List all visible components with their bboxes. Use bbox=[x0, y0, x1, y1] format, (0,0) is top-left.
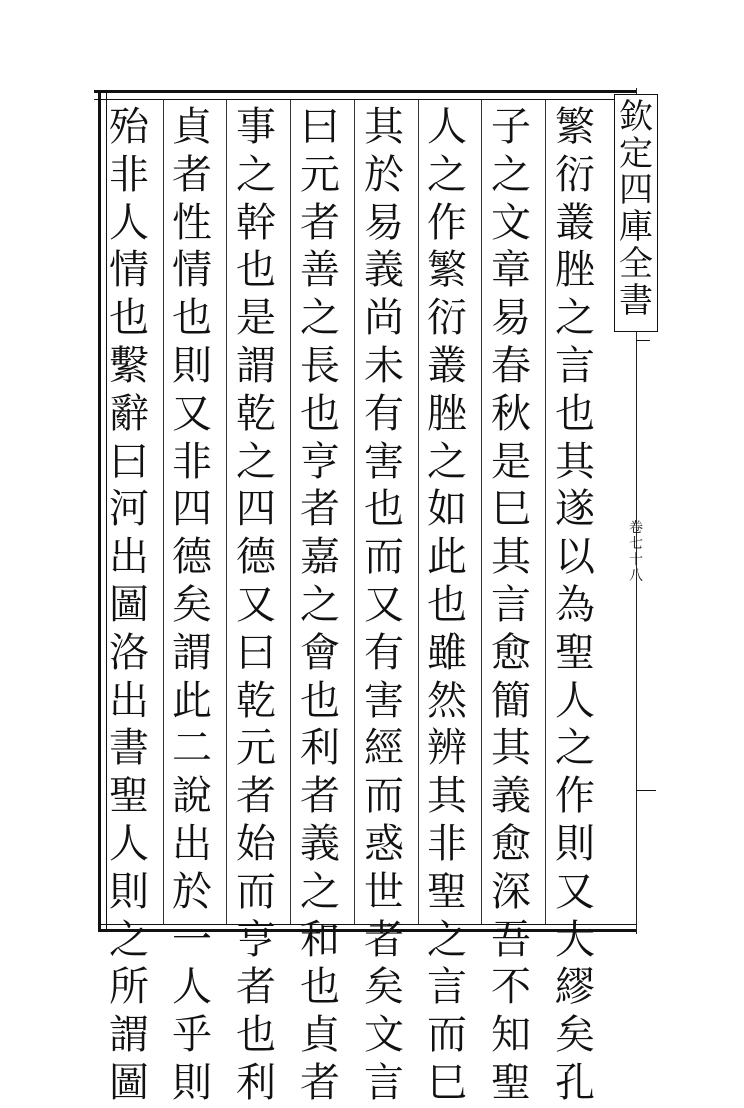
glyph: 之 bbox=[300, 295, 340, 342]
glyph: 和 bbox=[300, 916, 340, 963]
glyph: 所 bbox=[109, 964, 149, 1011]
frame-top-border bbox=[94, 90, 636, 100]
frame-left-border bbox=[98, 90, 107, 932]
glyph: 而 bbox=[236, 868, 276, 915]
glyph: 秋 bbox=[491, 390, 531, 437]
glyph: 簡 bbox=[491, 677, 531, 724]
glyph: 書 bbox=[619, 280, 653, 321]
glyph: 巳 bbox=[491, 486, 531, 533]
glyph: 言 bbox=[364, 1059, 404, 1106]
glyph: 利 bbox=[236, 1059, 276, 1106]
glyph: 世 bbox=[364, 868, 404, 915]
glyph: 遂 bbox=[555, 486, 595, 533]
glyph: 則 bbox=[172, 342, 212, 389]
glyph: 巳 bbox=[427, 1059, 467, 1106]
book-title-box bbox=[614, 94, 658, 332]
glyph: 害 bbox=[364, 438, 404, 485]
glyph: 是 bbox=[491, 438, 531, 485]
glyph: 義 bbox=[364, 247, 404, 294]
glyph: 一 bbox=[172, 916, 212, 963]
text-column-8 bbox=[107, 104, 151, 1108]
glyph: 會 bbox=[300, 629, 340, 676]
glyph: 繁 bbox=[427, 247, 467, 294]
glyph: 之 bbox=[555, 725, 595, 772]
glyph: 非 bbox=[109, 151, 149, 198]
glyph: 事 bbox=[236, 104, 276, 150]
glyph: 脞 bbox=[427, 390, 467, 437]
glyph: 脞 bbox=[555, 247, 595, 294]
glyph: 是 bbox=[236, 295, 276, 342]
glyph: 文 bbox=[491, 199, 531, 246]
glyph: 嘉 bbox=[300, 534, 340, 581]
glyph: 也 bbox=[555, 390, 595, 437]
glyph: 聖 bbox=[491, 1059, 531, 1106]
glyph: 辭 bbox=[109, 390, 149, 437]
text-column-3 bbox=[425, 104, 469, 1108]
glyph: 易 bbox=[491, 295, 531, 342]
glyph: 也 bbox=[109, 295, 149, 342]
glyph: 則 bbox=[109, 868, 149, 915]
column-divider bbox=[226, 100, 227, 924]
page-gutter bbox=[612, 88, 658, 934]
glyph: 七 bbox=[629, 536, 643, 552]
glyph: 大 bbox=[555, 916, 595, 963]
glyph: 春 bbox=[491, 342, 531, 389]
glyph: 繁 bbox=[555, 104, 595, 150]
glyph: 尚 bbox=[364, 295, 404, 342]
glyph: 有 bbox=[364, 390, 404, 437]
glyph: 也 bbox=[364, 486, 404, 533]
glyph: 又 bbox=[555, 868, 595, 915]
glyph: 矣 bbox=[555, 1012, 595, 1059]
glyph: 不 bbox=[491, 964, 531, 1011]
glyph: 情 bbox=[109, 247, 149, 294]
glyph: 也 bbox=[300, 677, 340, 724]
glyph: 亨 bbox=[236, 916, 276, 963]
glyph: 元 bbox=[236, 725, 276, 772]
glyph: 則 bbox=[172, 1059, 212, 1106]
text-column-2 bbox=[489, 104, 533, 1108]
glyph: 情 bbox=[172, 247, 212, 294]
glyph: 叢 bbox=[427, 342, 467, 389]
glyph: 之 bbox=[236, 438, 276, 485]
glyph: 聖 bbox=[427, 868, 467, 915]
glyph: 也 bbox=[300, 390, 340, 437]
glyph: 洛 bbox=[109, 629, 149, 676]
glyph: 深 bbox=[491, 868, 531, 915]
glyph: 者 bbox=[172, 151, 212, 198]
glyph: 庫 bbox=[619, 207, 653, 248]
juan-label bbox=[622, 520, 650, 584]
glyph: 其 bbox=[491, 534, 531, 581]
glyph: 衍 bbox=[555, 151, 595, 198]
glyph: 衍 bbox=[427, 295, 467, 342]
glyph: 者 bbox=[236, 773, 276, 820]
glyph: 以 bbox=[555, 534, 595, 581]
glyph: 而 bbox=[364, 773, 404, 820]
glyph: 繆 bbox=[555, 964, 595, 1011]
glyph: 出 bbox=[172, 820, 212, 867]
glyph: 辨 bbox=[427, 725, 467, 772]
glyph: 之 bbox=[555, 295, 595, 342]
glyph: 之 bbox=[300, 868, 340, 915]
glyph: 謂 bbox=[109, 1012, 149, 1059]
glyph: 性 bbox=[172, 199, 212, 246]
glyph: 二 bbox=[172, 725, 212, 772]
glyph: 也 bbox=[300, 964, 340, 1011]
glyph: 叢 bbox=[555, 199, 595, 246]
glyph: 者 bbox=[300, 486, 340, 533]
glyph: 非 bbox=[172, 438, 212, 485]
glyph: 有 bbox=[364, 629, 404, 676]
glyph: 乾 bbox=[236, 677, 276, 724]
glyph: 者 bbox=[300, 1059, 340, 1106]
glyph: 河 bbox=[109, 486, 149, 533]
glyph: 全 bbox=[619, 243, 653, 284]
glyph: 此 bbox=[172, 677, 212, 724]
text-column-4 bbox=[362, 104, 406, 1108]
glyph: 之 bbox=[427, 151, 467, 198]
glyph: 言 bbox=[491, 581, 531, 628]
glyph: 謂 bbox=[172, 629, 212, 676]
glyph: 人 bbox=[109, 820, 149, 867]
glyph: 知 bbox=[491, 1012, 531, 1059]
glyph: 矣 bbox=[364, 964, 404, 1011]
glyph: 然 bbox=[427, 677, 467, 724]
glyph: 作 bbox=[427, 199, 467, 246]
glyph: 之 bbox=[427, 916, 467, 963]
glyph: 聖 bbox=[109, 773, 149, 820]
glyph: 惑 bbox=[364, 820, 404, 867]
glyph: 義 bbox=[491, 773, 531, 820]
glyph: 此 bbox=[427, 534, 467, 581]
book-title bbox=[619, 99, 653, 319]
glyph: 始 bbox=[236, 820, 276, 867]
glyph: 其 bbox=[491, 725, 531, 772]
glyph: 貞 bbox=[300, 1012, 340, 1059]
glyph: 於 bbox=[364, 151, 404, 198]
glyph: 而 bbox=[364, 534, 404, 581]
column-divider bbox=[163, 100, 164, 924]
glyph: 圖 bbox=[109, 581, 149, 628]
glyph: 殆 bbox=[109, 104, 149, 150]
glyph: 出 bbox=[109, 534, 149, 581]
glyph: 曰 bbox=[236, 629, 276, 676]
glyph: 言 bbox=[427, 964, 467, 1011]
glyph: 四 bbox=[172, 486, 212, 533]
column-divider bbox=[418, 100, 419, 924]
glyph: 也 bbox=[236, 1012, 276, 1059]
glyph: 如 bbox=[427, 486, 467, 533]
glyph: 元 bbox=[300, 151, 340, 198]
glyph: 之 bbox=[300, 581, 340, 628]
glyph: 乎 bbox=[172, 1012, 212, 1059]
glyph: 曰 bbox=[300, 104, 340, 150]
glyph: 子 bbox=[491, 104, 531, 150]
glyph: 長 bbox=[300, 342, 340, 389]
glyph: 者 bbox=[300, 773, 340, 820]
glyph: 書 bbox=[109, 725, 149, 772]
glyph: 說 bbox=[172, 773, 212, 820]
column-divider bbox=[290, 100, 291, 924]
glyph: 定 bbox=[619, 133, 653, 174]
glyph: 則 bbox=[555, 820, 595, 867]
glyph: 聖 bbox=[555, 629, 595, 676]
glyph: 欽 bbox=[619, 97, 653, 137]
glyph: 者 bbox=[236, 964, 276, 1011]
text-column-5 bbox=[298, 104, 342, 1108]
glyph: 之 bbox=[109, 916, 149, 963]
glyph: 人 bbox=[427, 104, 467, 150]
glyph: 人 bbox=[555, 677, 595, 724]
glyph: 之 bbox=[491, 151, 531, 198]
glyph: 乾 bbox=[236, 390, 276, 437]
glyph: 又 bbox=[364, 581, 404, 628]
glyph: 幹 bbox=[236, 199, 276, 246]
text-column-7 bbox=[170, 104, 214, 1108]
glyph: 也 bbox=[172, 295, 212, 342]
glyph: 愈 bbox=[491, 820, 531, 867]
glyph: 於 bbox=[172, 868, 212, 915]
glyph: 德 bbox=[172, 534, 212, 581]
glyph: 愈 bbox=[491, 629, 531, 676]
glyph: 其 bbox=[555, 438, 595, 485]
glyph: 亨 bbox=[300, 438, 340, 485]
glyph: 言 bbox=[555, 342, 595, 389]
glyph: 雖 bbox=[427, 629, 467, 676]
glyph: 者 bbox=[364, 916, 404, 963]
column-divider bbox=[481, 100, 482, 924]
gutter-tick bbox=[636, 790, 656, 791]
text-column-6 bbox=[234, 104, 278, 1108]
glyph: 四 bbox=[236, 486, 276, 533]
glyph: 出 bbox=[109, 677, 149, 724]
glyph: 義 bbox=[300, 820, 340, 867]
glyph: 圖 bbox=[109, 1059, 149, 1106]
glyph: 矣 bbox=[172, 581, 212, 628]
glyph: 其 bbox=[427, 773, 467, 820]
glyph: 卷 bbox=[629, 520, 643, 536]
glyph: 又 bbox=[172, 390, 212, 437]
glyph: 孔 bbox=[555, 1059, 595, 1106]
glyph: 而 bbox=[427, 1012, 467, 1059]
glyph: 八 bbox=[629, 568, 643, 584]
glyph: 害 bbox=[364, 677, 404, 724]
glyph: 又 bbox=[236, 581, 276, 628]
glyph: 曰 bbox=[109, 438, 149, 485]
glyph: 利 bbox=[300, 725, 340, 772]
glyph: 經 bbox=[364, 725, 404, 772]
glyph: 德 bbox=[236, 534, 276, 581]
glyph: 四 bbox=[619, 170, 653, 211]
glyph: 其 bbox=[364, 104, 404, 150]
glyph: 貞 bbox=[172, 104, 212, 150]
column-divider bbox=[545, 100, 546, 924]
glyph: 善 bbox=[300, 247, 340, 294]
glyph: 章 bbox=[491, 247, 531, 294]
glyph: 之 bbox=[236, 151, 276, 198]
text-column-1 bbox=[553, 104, 597, 1108]
glyph: 也 bbox=[427, 581, 467, 628]
glyph: 文 bbox=[364, 1012, 404, 1059]
glyph: 之 bbox=[427, 438, 467, 485]
glyph: 吾 bbox=[491, 916, 531, 963]
glyph: 十 bbox=[629, 552, 643, 568]
glyph: 人 bbox=[172, 964, 212, 1011]
glyph: 人 bbox=[109, 199, 149, 246]
glyph: 繫 bbox=[109, 342, 149, 389]
juan-number bbox=[622, 520, 650, 584]
glyph: 也 bbox=[236, 247, 276, 294]
column-divider bbox=[354, 100, 355, 924]
glyph: 為 bbox=[555, 581, 595, 628]
gutter-tick bbox=[636, 340, 650, 341]
glyph: 易 bbox=[364, 199, 404, 246]
glyph: 未 bbox=[364, 342, 404, 389]
glyph: 作 bbox=[555, 773, 595, 820]
glyph: 謂 bbox=[236, 342, 276, 389]
glyph: 者 bbox=[300, 199, 340, 246]
glyph: 非 bbox=[427, 820, 467, 867]
